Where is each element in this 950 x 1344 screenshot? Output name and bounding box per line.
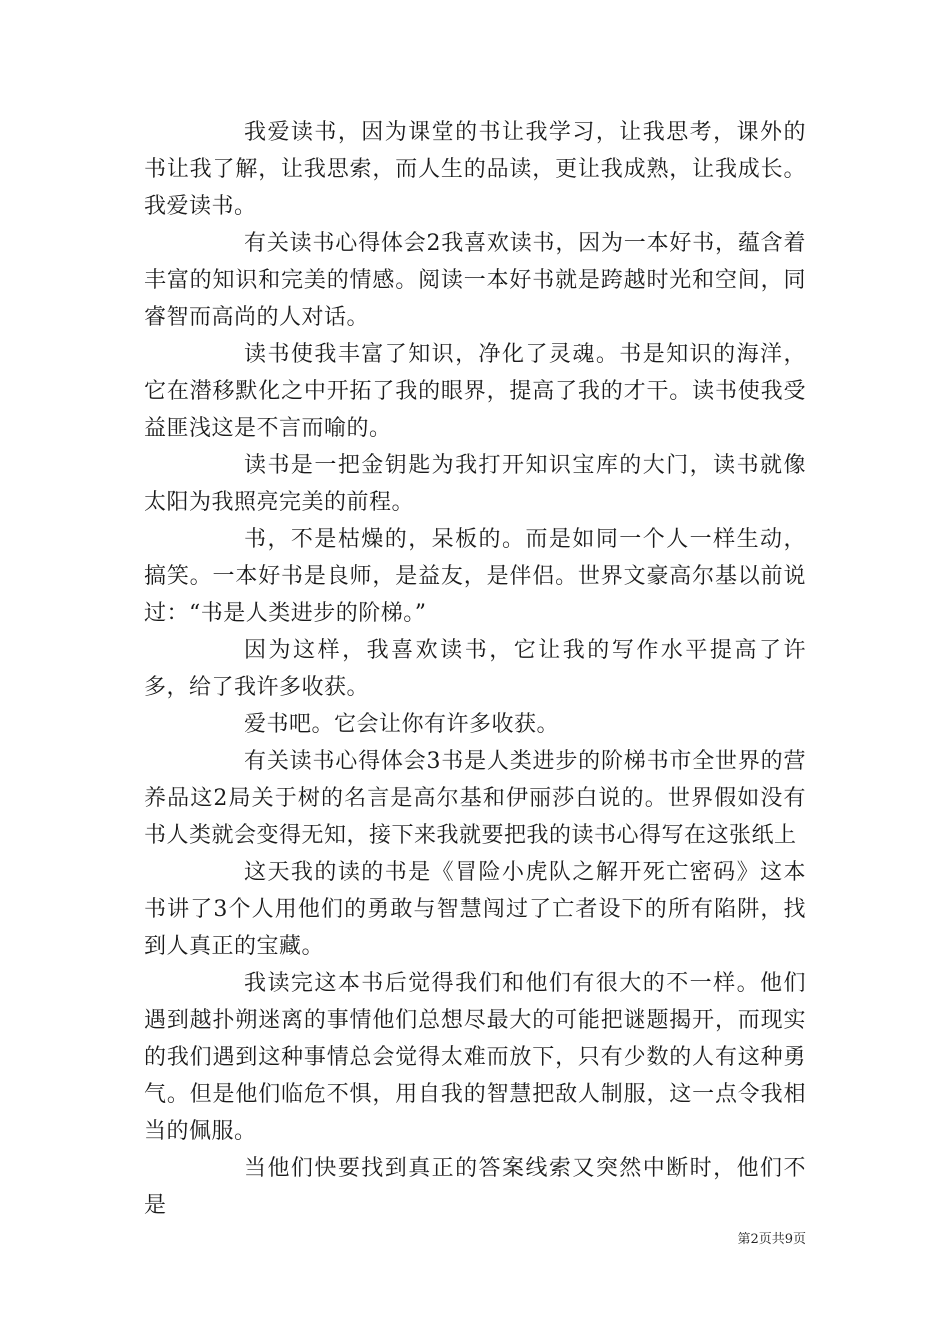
page-number-footer: 第2页共9页: [737, 1232, 806, 1247]
paragraph: 因为这样，我喜欢读书，它让我的写作水平提高了许多，给了我许多收获。: [144, 638, 806, 700]
paragraph: 我读完这本书后觉得我们和他们有很大的不一样。他们遇到越扑朔迷离的事情他们总想尽最大的可能把谜题揭开，而现实的我们遇到这种事情总会觉得太难而放下，只有少数的人有这种勇气。但是他们临危不惧，用自我的智慧把敌人制服，这一点令我相当的佩服。: [144, 971, 806, 1144]
paragraph: 当他们快要找到真正的答案线索又突然中断时，他们不是: [144, 1156, 806, 1218]
paragraph: 读书是一把金钥匙为我打开知识宝库的大门，读书就像太阳为我照亮完美的前程。: [144, 453, 806, 515]
paragraph: 爱书吧。它会让你有许多收获。: [244, 712, 560, 737]
document-body: [144, 114, 806, 1224]
paragraph: 有关读书心得体会3书是人类进步的阶梯书市全世界的营养品这2局关于树的名言是高尔基和伊丽莎白说的。世界假如没有书人类就会变得无知，接下来我就要把我的读书心得写在这张纸上: [144, 749, 806, 848]
paragraph: 书，不是枯燥的，呆板的。而是如同一个人一样生动，搞笑。一本好书是良师，是益友，是伴侣。世界文豪高尔基以前说过：“书是人类进步的阶梯。”: [144, 527, 806, 626]
paragraph: 这天我的读的书是《冒险小虎队之解开死亡密码》这本书讲了3个人用他们的勇敢与智慧闯过了亡者设下的所有陷阱，找到人真正的宝藏。: [144, 860, 806, 959]
paragraph: 读书使我丰富了知识，净化了灵魂。书是知识的海洋，它在潜移默化之中开拓了我的眼界，提高了我的才干。读书使我受益匪浅这是不言而喻的。: [144, 342, 806, 441]
paragraph: 我爱读书，因为课堂的书让我学习，让我思考，课外的书让我了解，让我思索，而人生的品读，更让我成熟，让我成长。我爱读书。: [144, 120, 806, 219]
paragraph: 有关读书心得体会2我喜欢读书，因为一本好书，蕴含着丰富的知识和完美的情感。阅读一本好书就是跨越时光和空间，同睿智而高尚的人对话。: [144, 231, 806, 330]
